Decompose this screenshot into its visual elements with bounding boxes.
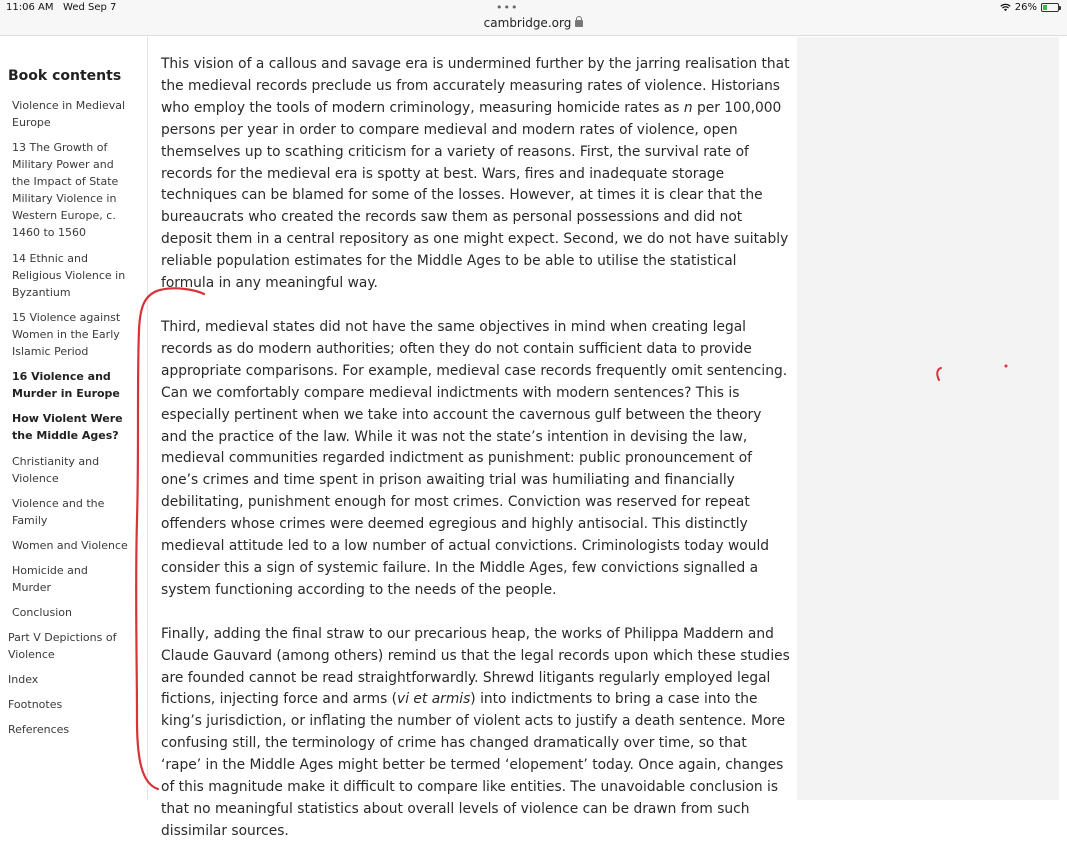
- wifi-icon: [1000, 3, 1011, 12]
- date-text: Wed Sep 7: [63, 2, 117, 13]
- p1-text-a: This vision of a callous and savage era is undermined further by the jarring realisation that the medieval records preclude us from accurately measuring rates of violence. Historians who employ the tools of modern criminology, measuring homicide rates as: [161, 56, 790, 116]
- multitasking-dots-icon[interactable]: •••: [496, 1, 519, 14]
- toc-item-family[interactable]: Violence and the Family: [12, 497, 105, 527]
- time-text: 11:06 AM: [6, 2, 54, 13]
- status-bar: [0, 0, 1067, 36]
- address-bar[interactable]: [0, 16, 1067, 30]
- battery-level: [1043, 5, 1047, 10]
- toc-item-chapter-16[interactable]: 16 Violence and Murder in Europe: [12, 370, 120, 400]
- paragraph-2: Third, medieval states did not have the same objectives in mind when creating legal records as do modern authorities; often they do not contain sufficient data to provide appropriate comparisons. For example, medieval case records frequently omit sentencing. Can we comfortably compare medieval indictments with modern sentences? This is especially pertinent when we take into account the cavernous gulf between the theory and the practice of the law. While it was not the state’s intention in devising the law, medieval communities regarded indictment as punishment: public pronouncement of one’s crimes and time spent in prison awaiting trial was humiliating and financially debilitating, punishment enough for most crimes. Conviction was reserved for repeat offenders whose crimes were deemed egregious and highly antisocial. This distinctly medieval attitude led to a low number of actual convictions. Criminologists today would consider this a sign of systemic failure. In the Middle Ages, few convictions signalled a system functioning according to the needs of the people.: [161, 318, 788, 598]
- paragraph-3: [161, 624, 791, 843]
- p3-italic: vi et armis: [397, 691, 471, 708]
- toc-item-homicide[interactable]: Homicide and Murder: [12, 564, 88, 594]
- status-indicators: [1000, 2, 1059, 13]
- sidebar-title: Book contents: [8, 68, 122, 84]
- toc-item-women[interactable]: Women and Violence: [12, 539, 128, 552]
- p3-text-b: ) into indictments to bring a case into the king’s jurisdiction, or inflating the number of violent acts to justify a death sentence. More confusing still, the terminology of crime has changed dramatically over time, so that ‘rape’ in the Middle Ages might better be termed ‘elopement’ today. Once again, changes of this magnitude make it difficult to compare like entities. The unavoidable conclusion is that no meaningful statistics about overall levels of violence can be drawn from such dissimilar sources.: [161, 691, 786, 839]
- toc-item-chapter-13[interactable]: 13 The Growth of Military Power and the Impact of State Military Violence in Western Europe, c. 1460 to 1560: [12, 141, 119, 239]
- p3-text-a: Finally, adding the final straw to our precarious heap, the works of Philippa Maddern and Claude Gauvard (among others) remind us that the legal records upon which these studies are founded cannot be read straightforwardly. Shrewd litigants regularly employed legal fictions, injecting force and arms (: [161, 625, 790, 708]
- toc-item-chapter-14[interactable]: 14 Ethnic and Religious Violence in Byzantium: [12, 252, 126, 299]
- lock-icon: [575, 20, 583, 27]
- paragraph-1: [161, 54, 791, 295]
- book-contents-sidebar: [0, 37, 148, 800]
- status-time: [6, 2, 116, 13]
- toc-item-part-v[interactable]: Part V Depictions of Violence: [8, 631, 117, 661]
- p1-italic: n: [683, 99, 693, 116]
- toc-item-how-violent[interactable]: How Violent Were the Middle Ages?: [12, 412, 123, 442]
- toc-item-index[interactable]: Index: [8, 673, 39, 686]
- toc-item-footnotes[interactable]: Footnotes: [8, 698, 63, 711]
- article-area: [149, 37, 797, 839]
- toc-item-chapter-15[interactable]: 15 Violence against Women in the Early Islamic Period: [12, 311, 121, 358]
- p1-text-b: per 100,000 persons per year in order to compare medieval and modern rates of violence, open themselves up to scathing criticism for a variety of reasons. First, the survival rate of records for the medieval era is spotty at best. Wars, fires and inadequate storage techniques can be blamed for some of the losses. However, at times it is clear that the bureaucrats who created the records saw them as personal possessions and did not deposit them in a central repository as one might expect. Second, we do not have suitably reliable population estimates for the Middle Ages to be able to utilise the statistical formula in any meaningful way.: [161, 99, 789, 292]
- toc-item-references[interactable]: References: [8, 723, 70, 736]
- article-body: [161, 54, 791, 865]
- right-edge-strip: [1059, 37, 1067, 800]
- battery-icon: [1041, 3, 1059, 12]
- battery-percent: 26%: [1014, 2, 1037, 13]
- url-text: cambridge.org: [483, 16, 572, 30]
- right-margin-panel: [797, 37, 1059, 800]
- toc-item-conclusion[interactable]: Conclusion: [12, 606, 72, 619]
- toc-item-christianity[interactable]: Christianity and Violence: [12, 455, 100, 485]
- toc-item-violence-medieval-europe[interactable]: Violence in Medieval Europe: [12, 99, 126, 129]
